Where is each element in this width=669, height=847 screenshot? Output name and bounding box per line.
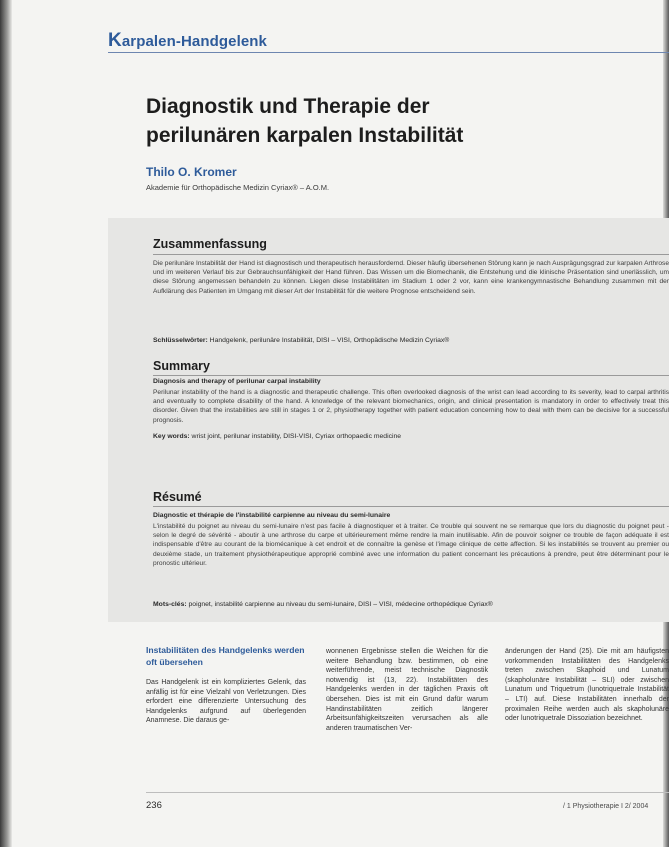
section-header xyxy=(108,30,669,52)
zusammenfassung-keywords xyxy=(153,337,669,344)
resume-keywords xyxy=(153,601,669,608)
resume-keywords-label: Mots-clés: xyxy=(153,601,187,608)
footer-divider xyxy=(146,792,669,793)
resume-rule xyxy=(153,506,669,507)
summary-keywords xyxy=(153,433,669,440)
summary-heading: Summary xyxy=(153,359,210,373)
author-affiliation: Akademie für Orthopädische Medizin Cyriax® – A.O.M. xyxy=(146,183,330,192)
body-column-1-text: Das Handgelenk ist ein kompliziertes Gelenk, das anfällig ist für eine Vielzahl von Verletzungen. Dies erfordert eine differenzierte Untersuchung des Handgelenks aufgrund auf überlegenden Anamnese. Die daraus ge- xyxy=(146,679,306,725)
summary-rule xyxy=(153,375,669,376)
summary-subtitle: Diagnosis and therapy of perilunar carpal instability xyxy=(153,378,321,385)
summary-text: Perilunar instability of the hand is a diagnostic and therapeutic challenge. This often overlooked diagnosis of the wrist can lead according to its severity, lead to carpal arthritis and eventually to complete disability of the hand. A knowledge of the relevant biomechanics, origin, and clinical presentation is mandatory in order to effectively treat this disorder. Given that the instabilities are still in stages 1 or 2, physiotherapy together with patient education concerning how to deal with them can be decisive for a successful prognosis. xyxy=(153,389,669,424)
body-column-3: änderungen der Hand (25). Die mit am häufigsten vorkommenden Instabilitäten des Handgelenks treten zwischen Skaphoid und Lunatum (skapholunäre Instabilität – SLI) oder zwischen Lunatum und Triquetrum (lunotriquetrale Instabilität – LTI) auf. Diese Instabilitäten innerhalb der proximalen Reihe werden auch als skapholunäre oder lunotriquetrale Dissoziation bezeichnet. xyxy=(505,648,669,723)
footer-journal: / 1 Physiotherapie I 2/ 2004 xyxy=(563,803,649,810)
body-column-1 xyxy=(146,645,306,726)
zusammenfassung-text: Die perilunäre Instabilität der Hand ist diagnostisch und therapeutisch herausfordernd. Dieser häufig übersehenen Störung kann je nach Ausprägungsgrad zur karpalen Arthrose und im weiteren Verlauf bis zur Gebrauchsunfähigkeit der Hand führen. Das Wissen um die Biomechanik, die Entstehung und die klinische Präsentation sind unerlässlich, um diese Störung angemessen behandeln zu können. Liegen diese Instabilitäten im Stadium 1 oder 2 vor, kann eine krankengymnastische Behandlung zusammen mit der Aufklärung des Patienten im Umgang mit dieser Art der Instabilität für die weitere Prognose entscheidend sein. xyxy=(153,260,669,295)
resume-subtitle: Diagnostic et thérapie de l'instabilité carpienne au niveau du semi-lunaire xyxy=(153,512,391,519)
section-title-rest: arpalen-Handgelenk xyxy=(121,33,267,50)
scan-shadow-left xyxy=(0,0,12,847)
body-column-2: wonnenen Ergebnisse stellen die Weichen für die weitere Behandlung bzw. bestimmen, ob eine weiterführende, meist technische Diagnostik notwendig ist (13, 22). Instabilitäten des Handgelenks werden in der täglichen Praxis oft übersehen. Dies ist mit ein Grund dafür warum Handinstabilitäten zeitlich längerer Arbeitsunfähigkeitszeiten verursachen als alle anderen traumatischen Ver- xyxy=(326,648,488,732)
summary-keywords-text: wrist joint, perilunar instability, DISI-VISI, Cyriax orthopaedic medicine xyxy=(191,433,402,440)
zusammenfassung-heading: Zusammenfassung xyxy=(153,237,267,251)
page-number: 236 xyxy=(146,800,162,811)
article-title-line2: perilunären karpalen Instabilität xyxy=(146,124,464,147)
header-divider xyxy=(108,52,669,53)
author-name: Thilo O. Kromer xyxy=(146,165,237,179)
resume-text: L'instabilité du poignet au niveau du semi-lunaire n'est pas facile à diagnostiquer et à traiter. Ce trouble qui souvent ne se remarque que lors du diagnostic du poignet peut - selon le degré de sévérité - aboutir à une arthrose du carpe et ultérieurement même rendre la main inutilisable. Afin de pouvoir soigner ce trouble de façon adéquate il est indispensable d'être au courant de la biomécanique à cet endroit et de connaître la genèse et l'image clinique de cette affection. Si les instabilités se trouvent au premier ou deuxième stade, un traitement physiothérapeutique approprié combiné avec une information du patient concernant les précautions à prendre, peut être déterminant pour le pronostic ultérieur. xyxy=(153,523,669,567)
resume-keywords-text: poignet, instabilité carpienne au niveau du semi-lunaire, DISI – VISI, médecine orthopédique Cyriax® xyxy=(188,601,493,608)
zusammenfassung-keywords-text: Handgelenk, perilunäre Instabilität, DISI – VISI, Orthopädische Medizin Cyriax® xyxy=(209,337,450,344)
article-title xyxy=(146,92,626,150)
zusammenfassung-rule xyxy=(153,254,669,255)
summary-keywords-label: Key words: xyxy=(153,433,190,440)
article-title-line1: Diagnostik und Therapie der xyxy=(146,95,430,118)
body-section-heading: Instabilitäten des Handgelenks werden oft übersehen xyxy=(146,645,305,667)
section-title xyxy=(108,30,267,52)
section-title-initial: K xyxy=(108,30,122,51)
resume-heading: Résumé xyxy=(153,490,202,504)
zusammenfassung-keywords-label: Schlüsselwörter: xyxy=(153,337,208,344)
